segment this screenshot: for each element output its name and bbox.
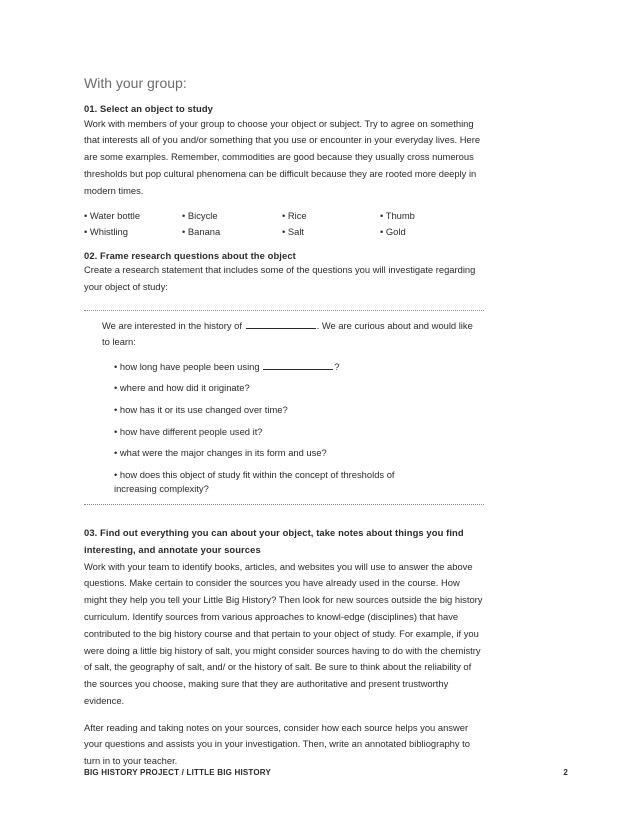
footer-label: BIG HISTORY PROJECT / LITTLE BIG HISTORY <box>84 768 271 777</box>
example-item: • Gold <box>380 226 406 238</box>
question-list <box>102 360 484 497</box>
intro-text-start: We are interested in the history of <box>102 319 243 331</box>
page-footer <box>84 768 568 777</box>
section2-body: Create a research statement that includes some of the questions you will investigate regarding your object of study: <box>84 264 476 292</box>
page-number: 2 <box>563 768 568 777</box>
question-item: • where and how did it originate? <box>114 382 250 394</box>
question-item: • how has it or its use changed over time? <box>114 403 288 415</box>
example-item: • Thumb <box>380 209 415 221</box>
intro-text-end: . We are curious about and would like to learn: <box>102 319 473 348</box>
question-text: • how does this object of study fit within the concept of thresholds of increasing complexity? <box>114 468 395 495</box>
research-statement-intro <box>102 318 482 351</box>
question-text: • how long have people been using <box>114 360 260 372</box>
dotted-divider-bottom <box>84 504 484 505</box>
section-frame-questions <box>84 249 484 505</box>
question-mark: ? <box>334 360 340 372</box>
section1-body: Work with members of your group to choose your object or subject. Try to agree on something that interests all of you and/or something that you use or encounter in your everyday lives. Here are some examples. Remember, commodities are good because they usually cross numerous thresholds but pop cultural phenomena can be difficult because they are rooted more deeply in modern times. <box>84 117 481 196</box>
question-item: • how have different people used it? <box>114 425 263 437</box>
section3-body-1: Work with your team to identify books, articles, and websites you will use to answer the above questions. Make certain to consider the sources you have already used in the course. How might they help you tell your Little Big History? Then look for new sources outside the big history curriculum. Identify sources from various approaches to knowl-edge (disciplines) that have contributed to the big history course and that pertain to your object of study. For example, if you were doing a little big history of salt, you might consider sources having to do with the chemistry of salt, the geography of salt, and/ or the history of salt. Be sure to think about the reliability of the sources you choose, making sure that they are authoritative and present trustworthy evidence. <box>84 560 483 706</box>
example-item: • Bicycle <box>182 209 218 221</box>
research-statement-box <box>84 311 484 504</box>
section-select-object <box>84 102 484 241</box>
object-blank-line <box>263 360 333 370</box>
question-item <box>114 360 484 375</box>
object-blank-line <box>246 319 316 329</box>
examples-grid <box>84 208 484 241</box>
group-heading: With your group: <box>84 75 187 91</box>
section1-title: 01. Select an object to study <box>84 103 213 114</box>
section3-title: 03. Find out everything you can about your object, take notes about things you find interesting, and annotate your sources <box>84 526 464 555</box>
section2-title: 02. Frame research questions about the object <box>84 249 296 261</box>
example-item: • Whistling <box>84 226 128 238</box>
question-item <box>114 468 484 497</box>
example-item: • Banana <box>182 226 221 238</box>
section-find-out <box>84 525 484 770</box>
example-item: • Water bottle <box>84 209 141 221</box>
example-item: • Rice <box>282 209 307 221</box>
page-content <box>84 74 484 770</box>
question-item: • what were the major changes in its form and use? <box>114 447 327 459</box>
example-item: • Salt <box>282 226 305 238</box>
section3-body-2: After reading and taking notes on your sources, consider how each source helps you answer your questions and assists you in your investigation. Then, write an annotated bibliography to turn in to your teacher. <box>84 721 470 767</box>
